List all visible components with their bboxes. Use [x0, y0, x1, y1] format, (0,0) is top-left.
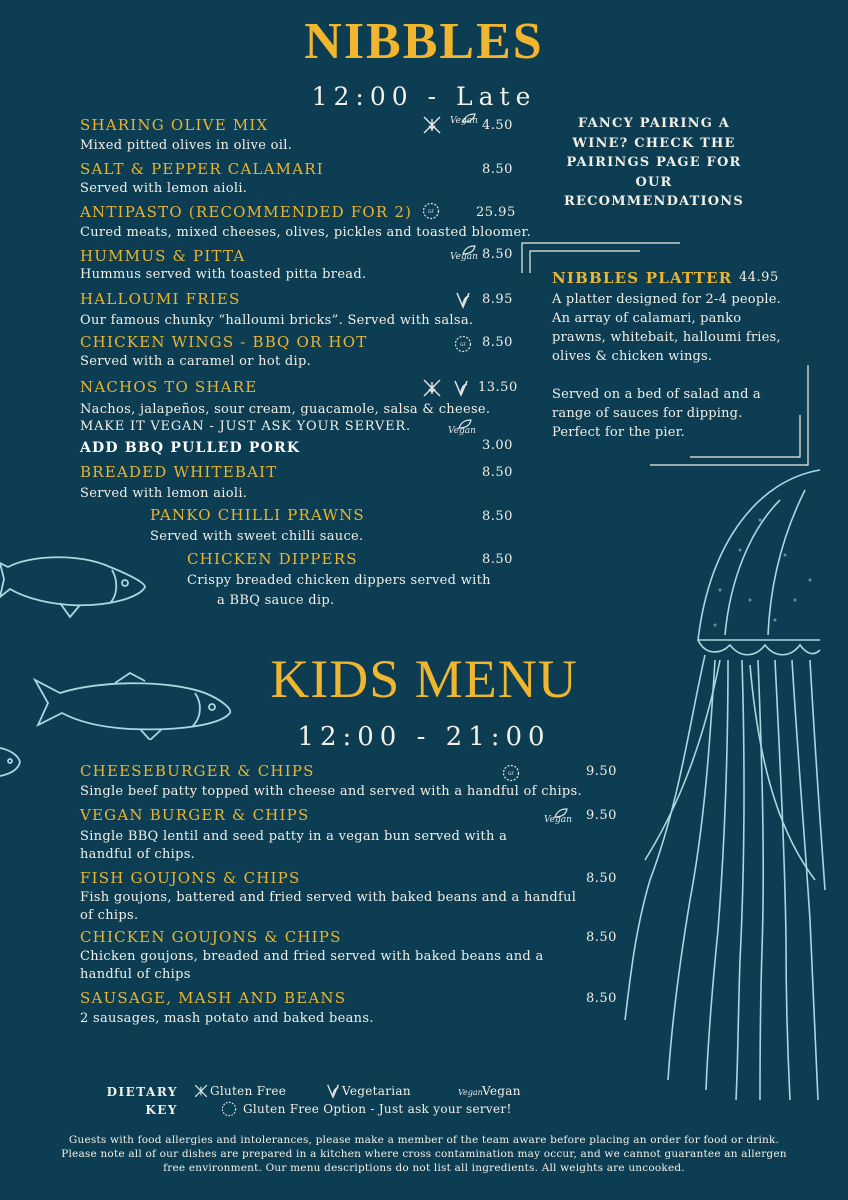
- menu-item-price: 8.50: [586, 930, 617, 945]
- menu-item-name: HALLOUMI FRIES: [80, 290, 241, 308]
- vegan-icon: Vegan: [450, 252, 478, 262]
- menu-item-price: 8.50: [586, 991, 617, 1006]
- vegan-icon: Vegan: [450, 116, 478, 126]
- gluten-free-icon: [193, 1083, 209, 1099]
- menu-item-price: 9.50: [586, 764, 617, 779]
- menu-item-note: MAKE IT VEGAN - JUST ASK YOUR SERVER.: [80, 419, 411, 434]
- menu-item-name: ANTIPASTO (RECOMMENDED FOR 2): [80, 203, 413, 221]
- dietary-key-label-line1: DIETARY: [106, 1085, 178, 1099]
- menu-item-desc: Our famous chunky “halloumi bricks”. Served with salsa.: [80, 313, 474, 328]
- menu-item-name: CHICKEN GOUJONS & CHIPS: [80, 928, 342, 946]
- vegan-leaf-icon: [458, 419, 472, 429]
- disclaimer-line: Please note all of our dishes are prepared in a kitchen where cross contamination may occur, and we cannot guarantee an allergen: [61, 1148, 787, 1160]
- menu-item-name: BREADED WHITEBAIT: [80, 463, 278, 481]
- gf-option-icon: [221, 1101, 237, 1117]
- menu-item-price: 8.50: [482, 162, 513, 177]
- platter-name: NIBBLES PLATTER: [552, 269, 733, 287]
- menu-item-desc: Served with lemon aioli.: [80, 486, 248, 501]
- vegetarian-icon: [454, 291, 472, 309]
- menu-item-name: PANKO CHILLI PRAWNS: [150, 506, 365, 524]
- jellyfish-illustration: [610, 460, 848, 1100]
- svg-text:GF: GF: [459, 343, 467, 348]
- disclaimer-line: free environment. Our menu descriptions do not list all ingredients. All weights are uncooked.: [163, 1162, 685, 1174]
- fish-illustration-1: [0, 545, 150, 620]
- allergen-disclaimer: [4, 1133, 844, 1175]
- menu-item-desc: handful of chips: [80, 967, 191, 982]
- menu-item-name: CHICKEN WINGS - BBQ OR HOT: [80, 333, 368, 351]
- menu-item-desc: Single BBQ lentil and seed patty in a vegan bun served with a: [80, 829, 508, 844]
- menu-item-name: VEGAN BURGER & CHIPS: [80, 806, 310, 824]
- menu-item-price: 8.50: [482, 552, 513, 567]
- menu-item-desc: handful of chips.: [80, 847, 196, 862]
- menu-item-desc: 2 sausages, mash potato and baked beans.: [80, 1011, 374, 1026]
- menu-item-price: 8.50: [482, 509, 513, 524]
- key-gluten-free: Gluten Free: [210, 1084, 287, 1098]
- menu-item-price: 4.50: [482, 118, 513, 133]
- menu-item-price: 8.50: [482, 247, 513, 262]
- menu-item-name: CHEESEBURGER & CHIPS: [80, 762, 315, 780]
- menu-item-price: 13.50: [478, 380, 518, 395]
- platter-desc: A platter designed for 2-4 people. An array of calamari, panko prawns, whitebait, halloumi fries, olives & chicken wings.: [552, 292, 781, 364]
- platter-price: 44.95: [739, 270, 779, 285]
- menu-item-name: SHARING OLIVE MIX: [80, 116, 269, 134]
- platter-desc-2: Served on a bed of salad and a range of sauces for dipping. Perfect for the pier.: [552, 387, 761, 440]
- key-vegetarian: Vegetarian: [342, 1084, 411, 1098]
- menu-item-price: 25.95: [476, 205, 516, 220]
- dietary-key-label-line2: KEY: [145, 1103, 178, 1117]
- menu-item-desc: Chicken goujons, breaded and fried served with baked beans and a: [80, 949, 544, 964]
- menu-item-desc: Fish goujons, battered and fried served with baked beans and a handful: [80, 890, 577, 905]
- gf-option-icon: [454, 335, 472, 353]
- menu-item-name: NACHOS TO SHARE: [80, 378, 258, 396]
- kids-menu-hours: 12:00 - 21:00: [297, 722, 551, 752]
- gf-option-icon: [422, 202, 440, 220]
- menu-item-desc: Single beef patty topped with cheese and served with a handful of chips.: [80, 784, 582, 799]
- vegan-icon: Vegan: [448, 426, 476, 436]
- menu-item-desc: of chips.: [80, 908, 139, 923]
- menu-item-desc: Cured meats, mixed cheeses, olives, pickles and toasted bloomer.: [80, 225, 532, 240]
- nibbles-hours: 12:00 - Late: [311, 82, 537, 111]
- menu-item-name: ADD BBQ PULLED PORK: [80, 440, 301, 456]
- svg-text:GF: GF: [427, 210, 435, 215]
- vegan-leaf-icon: [462, 113, 476, 123]
- menu-item-price: 9.50: [586, 808, 617, 823]
- wine-pairing-note: FANCY PAIRING A WINE? CHECK THE PAIRINGS PAGE FOR OUR RECOMMENDATIONS: [564, 116, 744, 209]
- gf-option-icon: [502, 764, 520, 782]
- menu-item-desc: Hummus served with toasted pitta bread.: [80, 267, 367, 282]
- vegan-leaf-icon: [462, 245, 476, 255]
- vegan-icon: Vegan: [544, 815, 572, 825]
- menu-item-desc: Nachos, jalapeños, sour cream, guacamole, salsa & cheese.: [80, 402, 491, 417]
- menu-item-name: SAUSAGE, MASH AND BEANS: [80, 989, 347, 1007]
- menu-item-desc: Served with sweet chilli sauce.: [150, 529, 364, 544]
- menu-item-desc: Served with a caramel or hot dip.: [80, 354, 312, 369]
- menu-item-desc: Mixed pitted olives in olive oil.: [80, 138, 293, 153]
- vegetarian-icon: [325, 1083, 341, 1099]
- menu-item-name: FISH GOUJONS & CHIPS: [80, 869, 301, 887]
- menu-item-desc: a BBQ sauce dip.: [217, 593, 335, 608]
- dietary-key-label: [100, 1083, 178, 1119]
- vegetarian-icon: [452, 379, 470, 397]
- nibbles-title: NIBBLES: [304, 13, 544, 70]
- disclaimer-line: Guests with food allergies and intolerances, please make a member of the team aware before placing an order for food or drink.: [68, 1134, 780, 1146]
- gluten-free-icon: [421, 378, 443, 398]
- menu-item-name: SALT & PEPPER CALAMARI: [80, 160, 324, 178]
- menu-item-desc: Served with lemon aioli.: [80, 181, 248, 196]
- key-vegan: Vegan: [482, 1084, 521, 1098]
- menu-item-name: CHICKEN DIPPERS: [187, 550, 358, 568]
- menu-item-price: 8.50: [482, 335, 513, 350]
- svg-text:GF: GF: [507, 772, 515, 777]
- kids-menu-title: KIDS MENU: [270, 649, 578, 709]
- menu-item-price: 8.50: [586, 871, 617, 886]
- vegan-icon: Vegan: [458, 1088, 483, 1097]
- menu-item-name: HUMMUS & PITTA: [80, 247, 246, 265]
- menu-item-desc: Crispy breaded chicken dippers served with: [187, 573, 491, 588]
- key-gf-option: Gluten Free Option - Just ask your server!: [243, 1102, 512, 1116]
- menu-item-price: 8.50: [482, 465, 513, 480]
- vegan-leaf-icon: [554, 808, 568, 818]
- menu-item-price: 8.95: [482, 292, 513, 307]
- menu-item-price: 3.00: [482, 438, 513, 453]
- gluten-free-icon: [421, 115, 443, 135]
